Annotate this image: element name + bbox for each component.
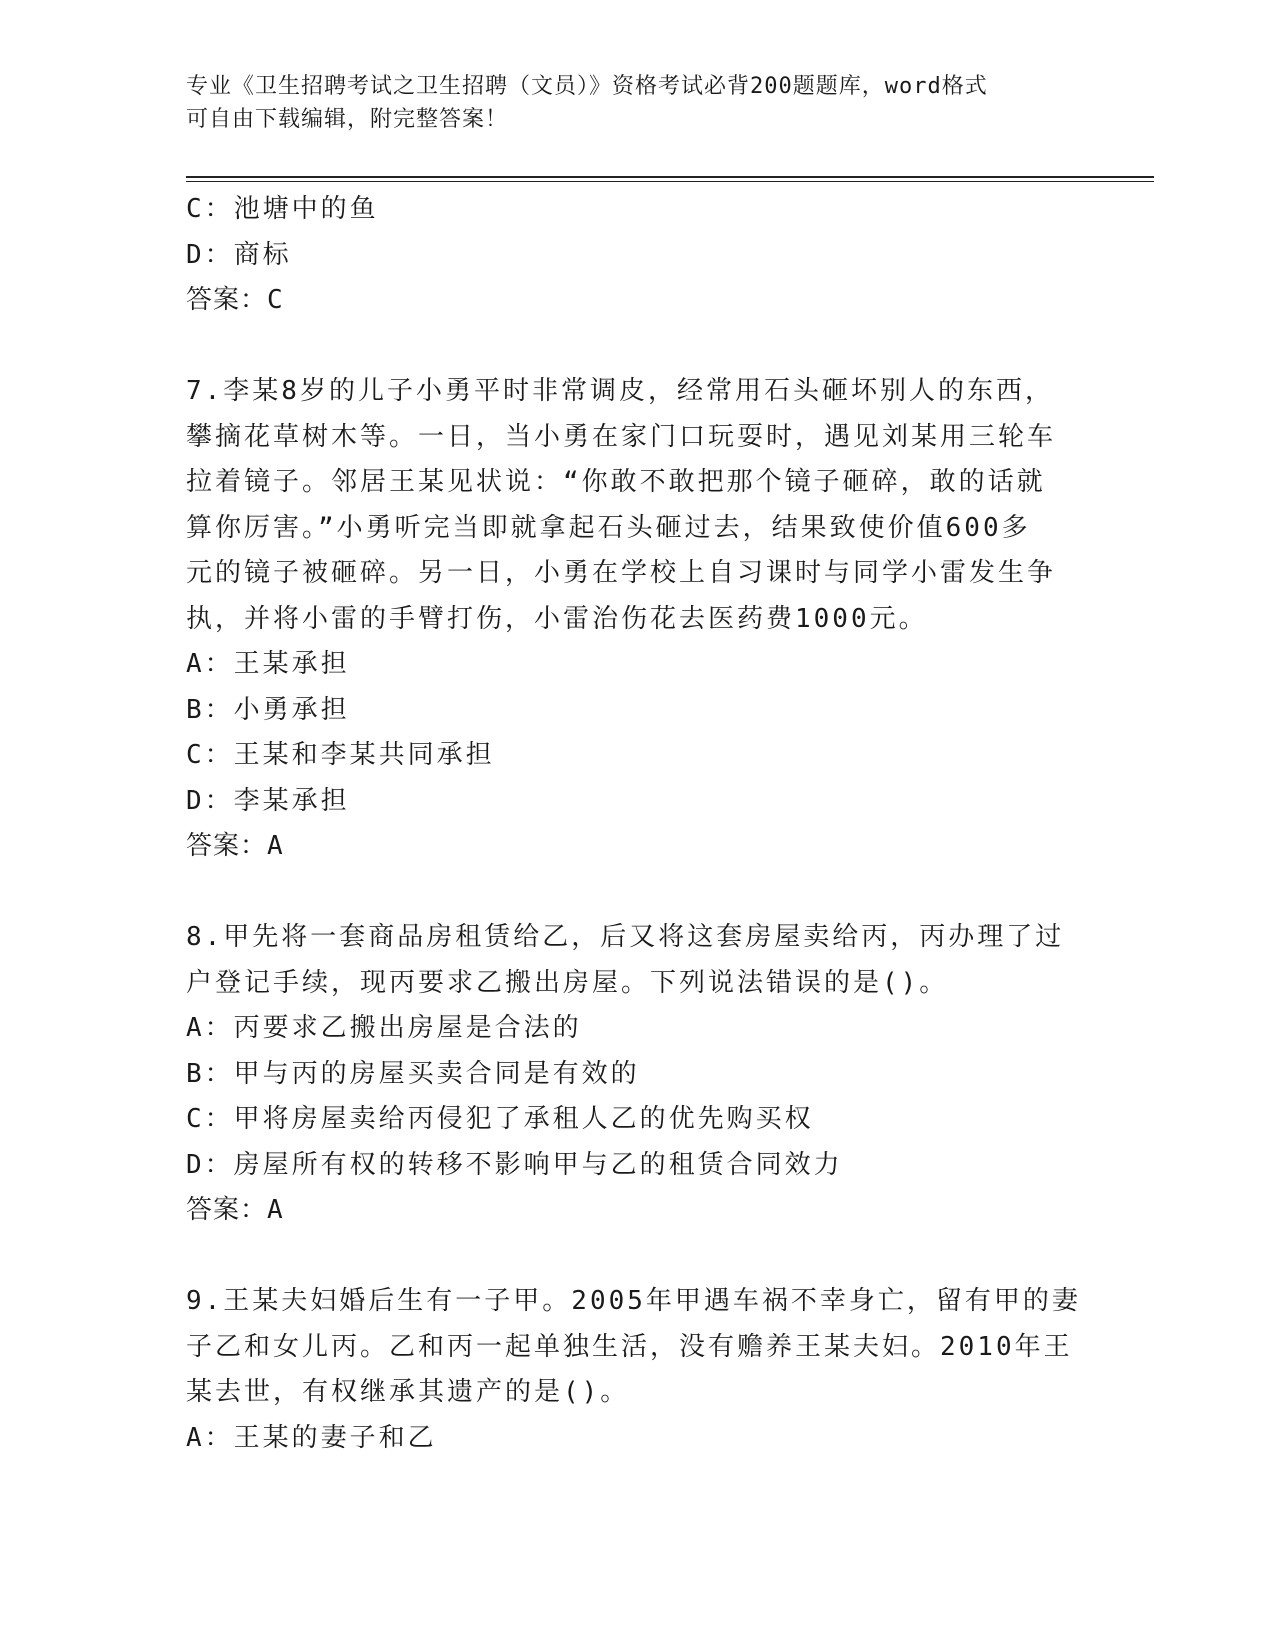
q7-stem-line-4: 算你厉害。”小勇听完当即就拿起石头砸过去，结果致使价值600多 <box>186 512 1031 543</box>
q6-option-c: C：池塘中的鱼 <box>186 194 379 224</box>
q8-answer: 答案：A <box>186 1195 284 1225</box>
spacer <box>186 1234 1086 1280</box>
q8-option-c: C：甲将房屋卖给丙侵犯了承租人乙的优先购买权 <box>186 1104 814 1134</box>
q8-option-d: D：房屋所有权的转移不影响甲与乙的租赁合同效力 <box>186 1149 843 1180</box>
header-divider-thin <box>186 181 1154 182</box>
q7-stem-line-5: 元的镜子被砸碎。另一日，小勇在学校上自习课时与同学小雷发生争 <box>186 558 1057 588</box>
question-content <box>186 187 1086 1461</box>
q8-option-a: A：丙要求乙搬出房屋是合法的 <box>186 1013 582 1043</box>
q7-answer: 答案：A <box>186 831 284 861</box>
q8-stem-line-2: 户登记手续，现丙要求乙搬出房屋。下列说法错误的是()。 <box>186 967 949 998</box>
q7-option-c: C：王某和李某共同承担 <box>186 740 495 770</box>
q8-stem-line-1: 8.甲先将一套商品房租赁给乙，后又将这套房屋卖给丙，丙办理了过 <box>186 922 1065 952</box>
q7-option-a: A：王某承担 <box>186 649 350 679</box>
q9-stem-line-3: 某去世，有权继承其遗产的是()。 <box>186 1377 630 1407</box>
q7-stem-line-3: 拉着镜子。邻居王某见状说：“你敢不敢把那个镜子砸碎，敢的话就 <box>186 467 1046 497</box>
q7-stem-line-6: 执，并将小雷的手臂打伤，小雷治伤花去医药费1000元。 <box>186 603 928 634</box>
header-title-line-1: 专业《卫生招聘考试之卫生招聘（文员）》资格考试必背200题题库，word格式 <box>186 74 988 99</box>
page-header <box>186 70 1066 136</box>
q7-option-d: D：李某承担 <box>186 785 350 816</box>
spacer <box>186 870 1086 916</box>
q8-option-b: B：甲与丙的房屋买卖合同是有效的 <box>186 1058 640 1089</box>
q9-stem-line-1: 9.王某夫妇婚后生有一子甲。2005年甲遇车祸不幸身亡，留有甲的妻 <box>186 1286 1081 1316</box>
q7-stem-line-2: 攀摘花草树木等。一日，当小勇在家门口玩耍时，遇见刘某用三轮车 <box>186 421 1057 452</box>
q9-option-a: A：王某的妻子和乙 <box>186 1422 437 1453</box>
q7-stem-line-1: 7.李某8岁的儿子小勇平时非常调皮，经常用石头砸坏别人的东西， <box>186 376 1054 406</box>
q7-option-b: B：小勇承担 <box>186 694 350 725</box>
spacer <box>186 324 1086 370</box>
q9-stem-line-2: 子乙和女儿丙。乙和丙一起单独生活，没有赡养王某夫妇。2010年王 <box>186 1331 1073 1362</box>
header-title-line-2: 可自由下载编辑，附完整答案！ <box>186 107 509 132</box>
q6-option-d: D：商标 <box>186 239 292 270</box>
q6-answer: 答案：C <box>186 285 284 315</box>
header-divider-thick <box>186 176 1154 178</box>
